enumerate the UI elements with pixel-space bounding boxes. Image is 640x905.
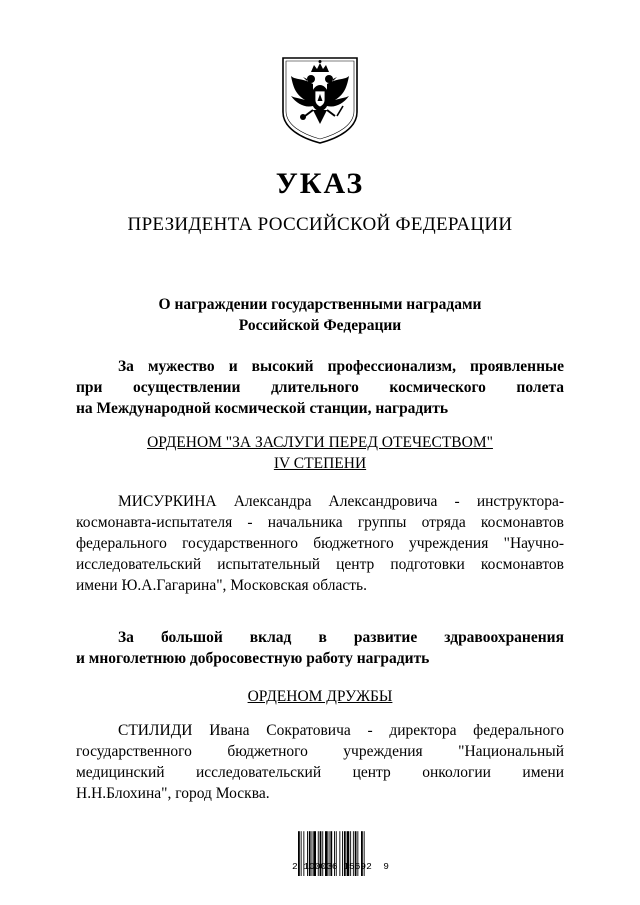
award-name: ОРДЕНОМ "ЗА ЗАСЛУГИ ПЕРЕД ОТЕЧЕСТВОМ" [147,434,493,451]
recipient-line: имени Ю.А.Гагарина", Московская область. [76,577,367,594]
barcode-digits: 2 100036 15692 9 [292,861,389,872]
recipient-line: Н.Н.Блохина", город Москва. [76,785,270,802]
recipient-line: исследовательский испытательный центр подготовки космонавтов [76,556,564,573]
preamble-line: За мужество и высокий профессионализм, проявленные [118,358,564,375]
section2-award [76,686,564,707]
decree-heading [76,294,564,336]
preamble-line: на Международной космической станции, наградить [76,400,449,417]
section2-recipient [76,720,564,804]
preamble-line: За большой вклад в развитие здравоохранения [118,629,564,646]
heading-line: О награждении государственными наградами [158,296,482,313]
award-degree: IV СТЕПЕНИ [273,455,367,472]
award-name: ОРДЕНОМ ДРУЖБЫ [247,688,393,705]
preamble-line: и многолетнюю добросовестную работу наградить [76,650,430,667]
preamble-line: при осуществлении длительного космического полета [76,379,564,396]
coat-of-arms-emblem [277,54,363,146]
section1-recipient [76,491,564,596]
recipient-line: СТИЛИДИ Ивана Сократовича - директора федерального [118,722,564,739]
recipient-line: государственного бюджетного учреждения "Национальный [76,743,564,760]
section1-preamble [76,356,564,419]
recipient-line: федерального государственного бюджетного учреждения "Научно- [76,535,564,552]
recipient-line: МИСУРКИНА Александра Александровича - инструктора- [118,493,564,510]
recipient-line: медицинский исследовательский центр онкологии имени [76,764,564,781]
section2-preamble [76,627,564,669]
document-title: УКАЗ [275,167,365,200]
recipient-line: космонавта-испытателя - начальника группы отряда космонавтов [76,514,564,531]
document-subtitle: ПРЕЗИДЕНТА РОССИЙСКОЙ ФЕДЕРАЦИИ [127,214,513,235]
section1-award [76,432,564,474]
heading-line: Российской Федерации [238,317,402,334]
